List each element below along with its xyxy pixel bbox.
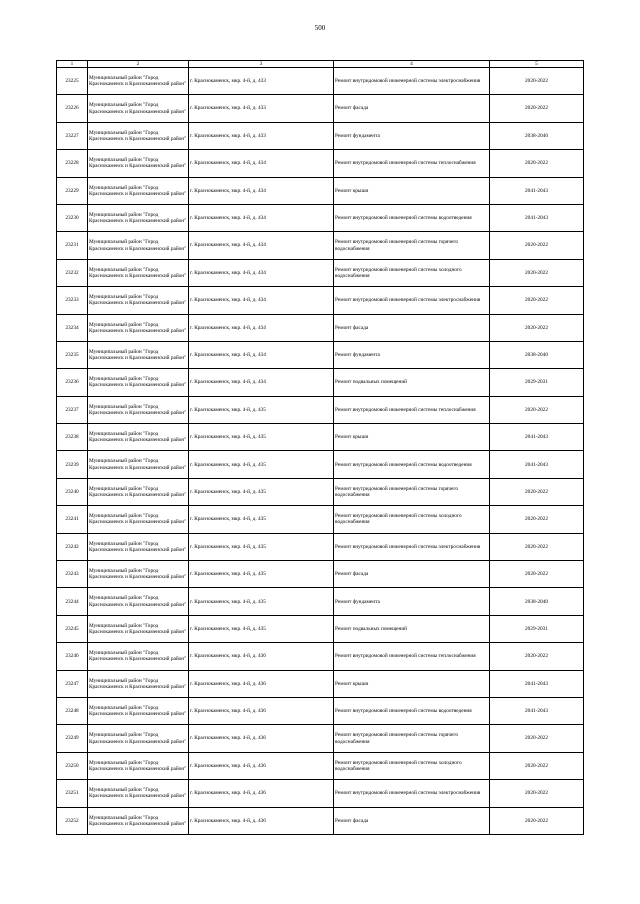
address-cell: г. Краснокаменск, мкр. 4-й, д. 436 [189, 697, 334, 724]
address-cell: г. Краснокаменск, мкр. 4-й, д. 435 [189, 396, 334, 423]
municipality-cell: Муниципальный район "Город Краснокаменск и Краснокаменский район" [88, 396, 189, 423]
table-row [57, 451, 584, 478]
address-cell: г. Краснокаменск, мкр. 4-й, д. 434 [189, 259, 334, 286]
municipality-cell: Муниципальный район "Город Краснокаменск и Краснокаменский район" [88, 287, 189, 314]
row-number: 23247 [57, 670, 88, 697]
row-number: 23231 [57, 232, 88, 259]
period-cell: 2029-2031 [490, 615, 584, 642]
row-number: 23251 [57, 780, 88, 807]
table-row [57, 369, 584, 396]
municipality-cell: Муниципальный район "Город Краснокаменск и Краснокаменский район" [88, 259, 189, 286]
work-type-cell: Ремонт фасада [334, 95, 490, 122]
address-cell: г. Краснокаменск, мкр. 4-й, д. 436 [189, 670, 334, 697]
municipality-cell: Муниципальный район "Город Краснокаменск и Краснокаменский район" [88, 68, 189, 95]
period-cell: 2020-2022 [490, 752, 584, 779]
period-cell: 2020-2022 [490, 780, 584, 807]
table-row [57, 314, 584, 341]
row-number: 23252 [57, 807, 88, 834]
table-row [57, 396, 584, 423]
row-number: 23239 [57, 451, 88, 478]
address-cell: г. Краснокаменск, мкр. 4-й, д. 433 [189, 122, 334, 149]
row-number: 23226 [57, 95, 88, 122]
row-number: 23245 [57, 615, 88, 642]
row-number: 23243 [57, 561, 88, 588]
table-row [57, 506, 584, 533]
period-cell: 2020-2022 [490, 807, 584, 834]
row-number: 23238 [57, 424, 88, 451]
address-cell: г. Краснокаменск, мкр. 4-й, д. 434 [189, 369, 334, 396]
address-cell: г. Краснокаменск, мкр. 4-й, д. 436 [189, 752, 334, 779]
work-type-cell: Ремонт внутридомовой инженерной системы холодного водоснабжения [334, 259, 490, 286]
page-number: 500 [314, 24, 326, 32]
municipality-cell: Муниципальный район "Город Краснокаменск и Краснокаменский район" [88, 424, 189, 451]
period-cell: 2038-2040 [490, 341, 584, 368]
work-type-cell: Ремонт внутридомовой инженерной системы теплоснабжения [334, 150, 490, 177]
municipality-cell: Муниципальный район "Город Краснокаменск и Краснокаменский район" [88, 670, 189, 697]
address-cell: г. Краснокаменск, мкр. 4-й, д. 435 [189, 615, 334, 642]
municipality-cell: Муниципальный район "Город Краснокаменск и Краснокаменский район" [88, 561, 189, 588]
row-number: 23228 [57, 150, 88, 177]
work-type-cell: Ремонт внутридомовой инженерной системы электроснабжения [334, 780, 490, 807]
address-cell: г. Краснокаменск, мкр. 4-й, д. 436 [189, 780, 334, 807]
address-cell: г. Краснокаменск, мкр. 4-й, д. 434 [189, 150, 334, 177]
row-number: 23240 [57, 478, 88, 505]
work-type-cell: Ремонт внутридомовой инженерной системы холодного водоснабжения [334, 752, 490, 779]
table-row [57, 643, 584, 670]
municipality-cell: Муниципальный район "Город Краснокаменск и Краснокаменский район" [88, 122, 189, 149]
table-row [57, 204, 584, 231]
address-cell: г. Краснокаменск, мкр. 4-й, д. 433 [189, 68, 334, 95]
municipality-cell: Муниципальный район "Город Краснокаменск и Краснокаменский район" [88, 643, 189, 670]
table-row [57, 533, 584, 560]
work-type-cell: Ремонт внутридомовой инженерной системы водоотведения [334, 697, 490, 724]
header-row [57, 61, 584, 68]
period-cell: 2020-2022 [490, 396, 584, 423]
municipality-cell: Муниципальный район "Город Краснокаменск и Краснокаменский район" [88, 752, 189, 779]
row-number: 23229 [57, 177, 88, 204]
municipality-cell: Муниципальный район "Город Краснокаменск и Краснокаменский район" [88, 615, 189, 642]
work-type-cell: Ремонт внутридомовой инженерной системы электроснабжения [334, 533, 490, 560]
work-type-cell: Ремонт внутридомовой инженерной системы холодного водоснабжения [334, 506, 490, 533]
work-type-cell: Ремонт внутридомовой инженерной системы водоотведения [334, 204, 490, 231]
address-cell: г. Краснокаменск, мкр. 4-й, д. 434 [189, 314, 334, 341]
column-header: 2 [88, 61, 189, 68]
address-cell: г. Краснокаменск, мкр. 4-й, д. 434 [189, 204, 334, 231]
row-number: 23227 [57, 122, 88, 149]
period-cell: 2041-2043 [490, 697, 584, 724]
municipality-cell: Муниципальный район "Город Краснокаменск и Краснокаменский район" [88, 533, 189, 560]
address-cell: г. Краснокаменск, мкр. 4-й, д. 434 [189, 287, 334, 314]
municipality-cell: Муниципальный район "Город Краснокаменск и Краснокаменский район" [88, 369, 189, 396]
table-row [57, 341, 584, 368]
period-cell: 2020-2022 [490, 478, 584, 505]
table-row [57, 150, 584, 177]
row-number: 23242 [57, 533, 88, 560]
table-row [57, 670, 584, 697]
work-type-cell: Ремонт внутридомовой инженерной системы горячего водоснабжения [334, 478, 490, 505]
work-type-cell: Ремонт подвальных помещений [334, 369, 490, 396]
municipality-cell: Муниципальный район "Город Краснокаменск и Краснокаменский район" [88, 232, 189, 259]
column-header: 5 [490, 61, 584, 68]
address-cell: г. Краснокаменск, мкр. 4-й, д. 433 [189, 95, 334, 122]
column-header: 1 [57, 61, 88, 68]
municipality-cell: Муниципальный район "Город Краснокаменск и Краснокаменский район" [88, 341, 189, 368]
period-cell: 2020-2022 [490, 287, 584, 314]
period-cell: 2020-2022 [490, 259, 584, 286]
row-number: 23246 [57, 643, 88, 670]
municipality-cell: Муниципальный район "Город Краснокаменск и Краснокаменский район" [88, 506, 189, 533]
row-number: 23232 [57, 259, 88, 286]
address-cell: г. Краснокаменск, мкр. 4-й, д. 436 [189, 807, 334, 834]
table-row [57, 561, 584, 588]
row-number: 23241 [57, 506, 88, 533]
table-row [57, 752, 584, 779]
municipality-cell: Муниципальный район "Город Краснокаменск и Краснокаменский район" [88, 314, 189, 341]
period-cell: 2020-2022 [490, 533, 584, 560]
row-number: 23249 [57, 725, 88, 752]
period-cell: 2029-2031 [490, 369, 584, 396]
table-row [57, 780, 584, 807]
row-number: 23235 [57, 341, 88, 368]
table-row [57, 122, 584, 149]
municipality-cell: Муниципальный район "Город Краснокаменск и Краснокаменский район" [88, 780, 189, 807]
address-cell: г. Краснокаменск, мкр. 4-й, д. 435 [189, 451, 334, 478]
work-type-cell: Ремонт внутридомовой инженерной системы теплоснабжения [334, 396, 490, 423]
work-type-cell: Ремонт внутридомовой инженерной системы горячего водоснабжения [334, 232, 490, 259]
address-cell: г. Краснокаменск, мкр. 4-й, д. 435 [189, 478, 334, 505]
period-cell: 2020-2022 [490, 561, 584, 588]
row-number: 23230 [57, 204, 88, 231]
period-cell: 2038-2040 [490, 588, 584, 615]
table-row [57, 68, 584, 95]
address-cell: г. Краснокаменск, мкр. 4-й, д. 435 [189, 588, 334, 615]
table-row [57, 697, 584, 724]
table-row [57, 615, 584, 642]
table-row [57, 588, 584, 615]
period-cell: 2020-2022 [490, 232, 584, 259]
work-type-cell: Ремонт фасада [334, 314, 490, 341]
address-cell: г. Краснокаменск, мкр. 4-й, д. 434 [189, 341, 334, 368]
work-type-cell: Ремонт крыши [334, 424, 490, 451]
table-row [57, 287, 584, 314]
address-cell: г. Краснокаменск, мкр. 4-й, д. 435 [189, 561, 334, 588]
row-number: 23225 [57, 68, 88, 95]
column-header: 4 [334, 61, 490, 68]
work-type-cell: Ремонт внутридомовой инженерной системы горячего водоснабжения [334, 725, 490, 752]
period-cell: 2020-2022 [490, 95, 584, 122]
row-number: 23233 [57, 287, 88, 314]
table-row [57, 95, 584, 122]
table-row [57, 177, 584, 204]
work-type-cell: Ремонт внутридомовой инженерной системы теплоснабжения [334, 643, 490, 670]
address-cell: г. Краснокаменск, мкр. 4-й, д. 435 [189, 533, 334, 560]
work-type-cell: Ремонт фундамента [334, 588, 490, 615]
address-cell: г. Краснокаменск, мкр. 4-й, д. 435 [189, 506, 334, 533]
work-type-cell: Ремонт крыши [334, 670, 490, 697]
period-cell: 2041-2043 [490, 451, 584, 478]
municipality-cell: Муниципальный район "Город Краснокаменск и Краснокаменский район" [88, 204, 189, 231]
municipality-cell: Муниципальный район "Город Краснокаменск и Краснокаменский район" [88, 451, 189, 478]
row-number: 23244 [57, 588, 88, 615]
period-cell: 2020-2022 [490, 643, 584, 670]
table-row [57, 725, 584, 752]
municipality-cell: Муниципальный район "Город Краснокаменск и Краснокаменский район" [88, 177, 189, 204]
period-cell: 2041-2043 [490, 670, 584, 697]
municipality-cell: Муниципальный район "Город Краснокаменск и Краснокаменский район" [88, 725, 189, 752]
municipality-cell: Муниципальный район "Город Краснокаменск и Краснокаменский район" [88, 150, 189, 177]
work-type-cell: Ремонт внутридомовой инженерной системы водоотведения [334, 451, 490, 478]
work-type-cell: Ремонт фасада [334, 807, 490, 834]
repair-program-table [56, 60, 584, 835]
period-cell: 2041-2043 [490, 177, 584, 204]
table-row [57, 478, 584, 505]
address-cell: г. Краснокаменск, мкр. 4-й, д. 434 [189, 232, 334, 259]
column-header: 3 [189, 61, 334, 68]
period-cell: 2020-2022 [490, 314, 584, 341]
work-type-cell: Ремонт фундамента [334, 341, 490, 368]
row-number: 23236 [57, 369, 88, 396]
table-row [57, 424, 584, 451]
address-cell: г. Краснокаменск, мкр. 4-й, д. 436 [189, 725, 334, 752]
address-cell: г. Краснокаменск, мкр. 4-й, д. 434 [189, 177, 334, 204]
table-row [57, 232, 584, 259]
municipality-cell: Муниципальный район "Город Краснокаменск и Краснокаменский район" [88, 478, 189, 505]
work-type-cell: Ремонт внутридомовой инженерной системы электроснабжения [334, 68, 490, 95]
row-number: 23237 [57, 396, 88, 423]
table-row [57, 807, 584, 834]
municipality-cell: Муниципальный район "Город Краснокаменск и Краснокаменский район" [88, 697, 189, 724]
period-cell: 2020-2022 [490, 150, 584, 177]
work-type-cell: Ремонт крыши [334, 177, 490, 204]
period-cell: 2020-2022 [490, 68, 584, 95]
address-cell: г. Краснокаменск, мкр. 4-й, д. 435 [189, 424, 334, 451]
row-number: 23248 [57, 697, 88, 724]
table-body [57, 68, 584, 835]
municipality-cell: Муниципальный район "Город Краснокаменск и Краснокаменский район" [88, 95, 189, 122]
period-cell: 2041-2043 [490, 424, 584, 451]
municipality-cell: Муниципальный район "Город Краснокаменск и Краснокаменский район" [88, 588, 189, 615]
period-cell: 2020-2022 [490, 506, 584, 533]
table-row [57, 259, 584, 286]
work-type-cell: Ремонт внутридомовой инженерной системы электроснабжения [334, 287, 490, 314]
municipality-cell: Муниципальный район "Город Краснокаменск и Краснокаменский район" [88, 807, 189, 834]
period-cell: 2038-2040 [490, 122, 584, 149]
work-type-cell: Ремонт подвальных помещений [334, 615, 490, 642]
work-type-cell: Ремонт фундамента [334, 122, 490, 149]
period-cell: 2020-2022 [490, 725, 584, 752]
row-number: 23234 [57, 314, 88, 341]
address-cell: г. Краснокаменск, мкр. 4-й, д. 436 [189, 643, 334, 670]
period-cell: 2041-2043 [490, 204, 584, 231]
work-type-cell: Ремонт фасада [334, 561, 490, 588]
row-number: 23250 [57, 752, 88, 779]
